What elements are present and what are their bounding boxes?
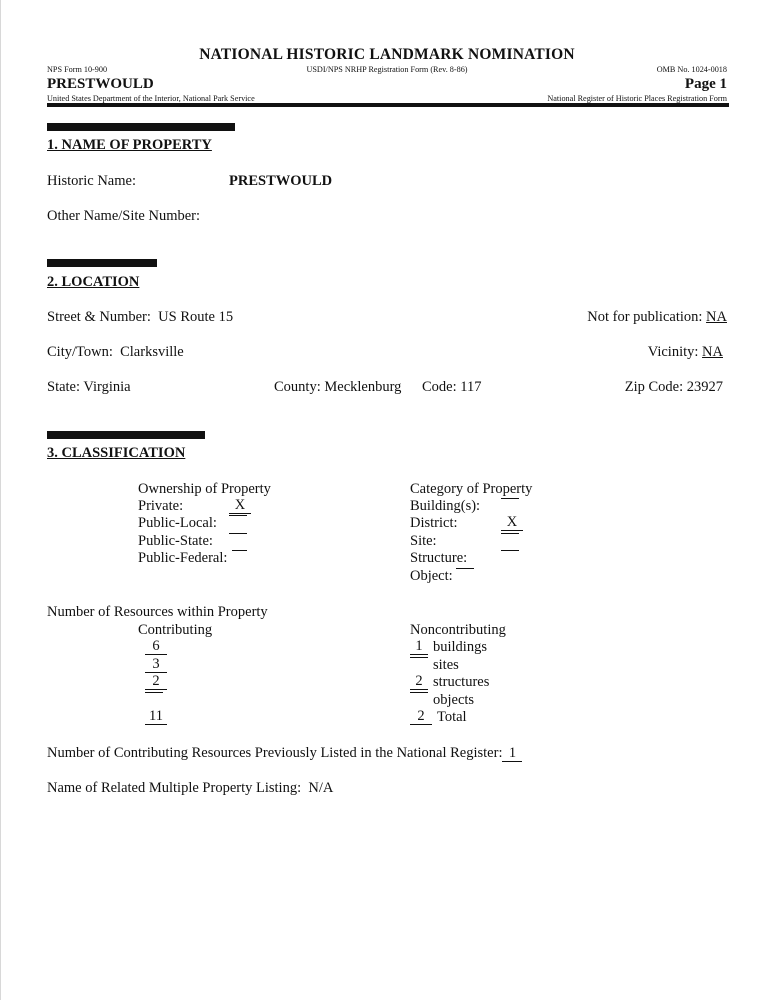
- other-name-label: Other Name/Site Number:: [47, 208, 201, 224]
- section2-heading: 2. LOCATION: [47, 274, 140, 290]
- noncontributing-objects-label: objects: [433, 692, 475, 708]
- category-value-buildings: [501, 498, 519, 499]
- category-value-structure: [501, 550, 519, 551]
- section1-bar: [47, 123, 235, 131]
- noncontributing-total-value: 2: [410, 709, 432, 725]
- form-number: NPS Form 10-900: [47, 65, 108, 74]
- noncontributing-sites-label: sites: [433, 657, 459, 673]
- zip-row: [625, 379, 723, 396]
- section1-heading: 1. NAME OF PROPERTY: [47, 137, 212, 153]
- form-subtitle: USDI/NPS NRHP Registration Form (Rev. 8-86): [306, 65, 468, 74]
- ownership-label-private: Private:: [138, 498, 184, 514]
- category-label-district: District:: [410, 515, 458, 531]
- street-row: [47, 309, 233, 326]
- noncontributing-objects-value: [410, 692, 428, 693]
- previously-listed-label: Number of Contributing Resources Previously Listed in the National Register:: [47, 745, 503, 761]
- street-value: US Route 15: [158, 309, 234, 325]
- zip-value: 23927: [686, 379, 723, 395]
- city-label: City/Town:: [47, 344, 113, 360]
- ownership-label-public-federal: Public-Federal:: [138, 550, 228, 566]
- category-heading: Category of Property: [410, 481, 533, 497]
- noncontributing-buildings-label: buildings: [433, 639, 487, 655]
- noncontributing-sites-value: [410, 657, 428, 658]
- ownership-value-private: X: [229, 498, 251, 514]
- section3-bar: [47, 431, 205, 439]
- not-for-publication-value: NA: [706, 309, 727, 325]
- county-row: [274, 379, 401, 396]
- category-value-district: X: [501, 515, 523, 531]
- department-line: United States Department of the Interior, National Park Service: [47, 94, 255, 103]
- city-value: Clarksville: [120, 344, 184, 360]
- omb-number: OMB No. 1024-0018: [656, 65, 727, 74]
- category-label-buildings: Building(s):: [410, 498, 481, 514]
- noncontributing-heading: Noncontributing: [410, 622, 506, 638]
- section2-bar: [47, 259, 157, 267]
- form-title: NATIONAL HISTORIC LANDMARK NOMINATION: [199, 46, 575, 63]
- noncontributing-buildings-value: 1: [410, 639, 428, 655]
- contributing-objects: [145, 692, 163, 693]
- ownership-heading: Ownership of Property: [138, 481, 271, 497]
- related-listing-label: Name of Related Multiple Property Listing:: [47, 780, 302, 796]
- category-label-structure: Structure:: [410, 550, 468, 566]
- section3-heading: 3. CLASSIFICATION: [47, 445, 186, 461]
- noncontributing-total-label: Total: [437, 709, 467, 725]
- ownership-value-public-state: [229, 533, 247, 534]
- city-row: [47, 344, 184, 361]
- vicinity-value: NA: [702, 344, 723, 360]
- state-label: State:: [47, 379, 81, 395]
- ownership-value-public-local: [229, 515, 247, 516]
- contributing-total: 11: [145, 709, 167, 725]
- previously-listed-row: [47, 745, 522, 762]
- header-rule: [47, 103, 729, 107]
- category-label-object: Object:: [410, 568, 453, 584]
- previously-listed-value: 1: [502, 746, 522, 762]
- state-row: [47, 379, 131, 396]
- street-label: Street & Number:: [47, 309, 151, 325]
- ownership-value-public-federal: [232, 550, 247, 551]
- noncontributing-structures-value: 2: [410, 674, 428, 690]
- category-value-object: [456, 568, 474, 569]
- historic-name-value: PRESTWOULD: [229, 173, 333, 189]
- code-row: [422, 379, 481, 396]
- not-for-publication-label: Not for publication:: [587, 309, 703, 325]
- not-for-publication-row: [587, 309, 727, 326]
- code-value: 117: [460, 379, 482, 395]
- register-line: National Register of Historic Places Registration Form: [547, 94, 727, 103]
- county-value: Mecklenburg: [324, 379, 402, 395]
- ownership-label-public-local: Public-Local:: [138, 515, 217, 531]
- contributing-structures: 2: [145, 674, 167, 690]
- property-name-header: PRESTWOULD: [47, 76, 154, 92]
- ownership-label-public-state: Public-State:: [138, 533, 213, 549]
- vicinity-row: [648, 344, 723, 361]
- noncontributing-structures-label: structures: [433, 674, 490, 690]
- page-number: Page 1: [684, 76, 727, 92]
- contributing-sites: 3: [145, 657, 167, 673]
- zip-label: Zip Code:: [624, 379, 684, 395]
- state-value: Virginia: [83, 379, 131, 395]
- contributing-buildings: 6: [145, 639, 167, 655]
- related-listing-value: N/A: [308, 780, 334, 796]
- resources-heading: Number of Resources within Property: [47, 604, 268, 620]
- category-value-site: [501, 533, 519, 534]
- contributing-heading: Contributing: [138, 622, 213, 638]
- vicinity-label: Vicinity:: [647, 344, 699, 360]
- related-listing-row: [47, 780, 333, 797]
- code-label: Code:: [422, 379, 457, 395]
- historic-name-label: Historic Name:: [47, 173, 136, 189]
- category-label-site: Site:: [410, 533, 437, 549]
- county-label: County:: [274, 379, 321, 395]
